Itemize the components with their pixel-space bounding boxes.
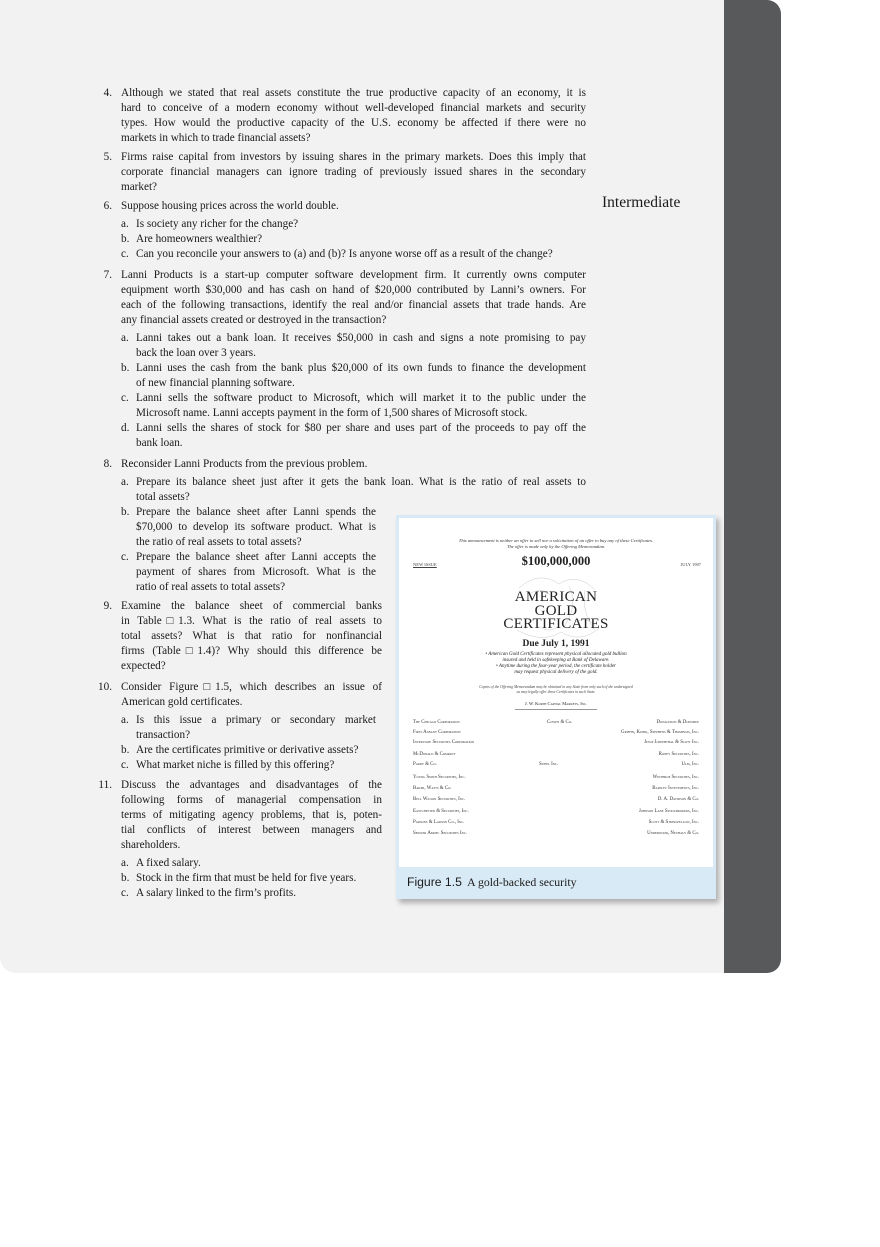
underwriter-name: Griffin, Kubik, Stephens & Thompson, Inc.: [621, 730, 699, 735]
underwriter-name: Winthrop Securities, Inc.: [652, 775, 699, 780]
problem-text-line: markets in which to trade financial assets?: [121, 132, 311, 144]
problem-text-line: tial conflicts of interest between managers and: [121, 824, 382, 836]
problem-part-text: [136, 247, 586, 262]
problem-number: 4.: [103, 87, 112, 99]
problem-part-line: Are the certificates primitive or derivative assets?: [136, 744, 359, 756]
problem-text-line: American gold certificates.: [121, 696, 243, 708]
problem-text: [121, 268, 586, 328]
underwriter-name: Jesup Josephthal & Scott Inc.: [644, 740, 699, 745]
problem-part-line: Prepare the balance sheet after Lanni spends the: [136, 506, 376, 518]
problem-part-line: Lanni sells the software product to Microsoft, which will market it to the public under the: [136, 392, 586, 404]
problem-text-line: Firms raise capital from investors by issuing shares in the primary markets. Does this imply that: [121, 151, 586, 163]
cert-offer-line: Copies of the Offering Memorandum may be obtained in any State from only such of the undersigned: [479, 685, 633, 689]
problem-text-line: equipment worth $30,000 and has cash on hand of $20,000 contributed by Lanni’s owners. For: [121, 284, 586, 296]
underwriter-name: Roney Securities, Inc.: [658, 752, 699, 757]
problem-text-line: market?: [121, 181, 158, 193]
problem-part-line: A fixed salary.: [136, 857, 201, 869]
cert-header-2: The offer is made only by the Offering Memorandum.: [506, 544, 606, 549]
problem-part-line: transaction?: [136, 729, 191, 741]
problem-part-line: Lanni sells the shares of stock for $80 per share and uses part of the proceeds to pay off the: [136, 422, 586, 434]
problem-part-line: ratio of real assets to total assets?: [136, 581, 286, 593]
underwriter-name: Bell Wilson Securities, Inc.: [413, 797, 466, 802]
chapter-side-tab: [724, 0, 781, 973]
problem-text-line: each of the following transactions, identify the real and/or financial assets that trade hands. Are: [121, 299, 586, 311]
underwriter-name: McDonald & Company: [413, 752, 456, 757]
problem-text: [121, 599, 382, 674]
cert-desc-line: insured and held in safekeeping at Bank of Delaware.: [502, 658, 610, 663]
problem-part-label: c.: [121, 248, 129, 260]
problem-text-line: any financial assets created or destroyed in the transaction?: [121, 314, 387, 326]
cert-desc-line: • Anytime during the four-year period, the certificate holder: [495, 664, 616, 669]
cert-header-1: This announcement is neither an offer to sell nor a solicitation of an offer to buy any of these Certificates.: [458, 538, 654, 543]
problem-number: 9.: [103, 600, 112, 612]
problem-text-line: Examine the balance sheet of commercial banks: [121, 600, 382, 612]
problem-number: 5.: [103, 151, 112, 163]
underwriter-name: Eastchester & Securities, Inc.: [413, 809, 469, 814]
problem-text: [121, 150, 586, 195]
problem-part-label: b.: [121, 744, 130, 756]
underwriter-name: The Chicago Corporation: [413, 720, 460, 725]
problem-part-line: Is this issue a primary or secondary market: [136, 714, 376, 726]
cert-due-date: Due July 1, 1991: [522, 639, 590, 649]
cert-divider: [515, 709, 597, 710]
underwriter-name: Interstate Securities Corporation: [413, 740, 474, 745]
cert-amount: $100,000,000: [521, 554, 591, 568]
cert-title-line-3: CERTIFICATES: [503, 616, 609, 632]
problem-part-label: c.: [121, 759, 129, 771]
difficulty-label: Intermediate: [602, 194, 681, 211]
problem-part-label: b.: [121, 362, 130, 374]
problem-part-label: c.: [121, 551, 129, 563]
cert-title-line-2: GOLD: [534, 602, 578, 619]
cert-offer-line: as may legally offer these Certificates in such State.: [516, 689, 596, 694]
problem-part-label: b.: [121, 872, 130, 884]
problem-part-text: [136, 505, 376, 550]
underwriter-name: Parry & Co.: [413, 762, 437, 767]
problem-part-label: a.: [121, 476, 129, 488]
problem-text-line: Although we stated that real assets constitute the true productive capacity of an economy, it is: [121, 87, 586, 99]
cert-title-line-1: AMERICAN: [514, 589, 598, 605]
underwriter-name: Parsons & Larson Co., Inc.: [413, 820, 465, 825]
figure-image: [399, 518, 713, 867]
problem-part-label: c.: [121, 887, 129, 899]
underwriter-name: Stifel Inc.: [539, 762, 559, 767]
problem-part-line: Lanni uses the cash from the bank plus $20,000 of its own funds to finance the development: [136, 362, 586, 374]
problem-part-text: [136, 421, 586, 451]
problem-text-line: Consider Figure□1.5, which describes an issue of: [121, 681, 382, 693]
problem-text-line: expected?: [121, 660, 166, 672]
problem-part-line: Can you reconcile your answers to (a) and (b)? Is anyone worse off as a result of the change?: [136, 248, 553, 260]
problem-part-line: total assets?: [136, 491, 190, 503]
problem-part-line: Microsoft name. Lanni accepts payment in the form of 1,500 shares of Microsoft stock.: [136, 407, 528, 419]
cert-title: [399, 591, 713, 632]
problem-number: 7.: [103, 269, 112, 281]
underwriter-name: Scott & Stringfellow, Inc.: [648, 820, 699, 825]
problem-part-label: a.: [121, 714, 129, 726]
problem-part-label: a.: [121, 218, 129, 230]
underwriter-name: D. A. Davidson & Co.: [657, 797, 699, 802]
problem-text-line: total assets? What is that ratio for nonfinancial: [121, 630, 382, 642]
problem-part-text: [136, 361, 586, 391]
problem-text: [121, 86, 586, 146]
problem-part-text: [136, 743, 376, 758]
underwriter-name: Baker, Watts & Co.: [413, 786, 452, 791]
figure-title: A gold-backed security: [467, 875, 577, 889]
problem-number: 11.: [98, 779, 112, 791]
underwriter-name: Young Smith Securities, Inc.: [413, 775, 466, 780]
figure-label: Figure 1.5: [407, 875, 462, 889]
underwriter-name: Cowen & Co.: [547, 720, 573, 725]
underwriter-name: Donaldson & Donohue: [656, 720, 699, 725]
underwriter-name: Seidler Amdec Securities Inc.: [413, 831, 468, 836]
problem-text-line: terms of mitigating agency problems, that is, poten-: [121, 809, 382, 821]
cert-date-code: JULY 1987: [680, 562, 701, 567]
problem-part-line: Prepare the balance sheet after Lanni accepts the: [136, 551, 376, 563]
problem-number: 6.: [103, 200, 112, 212]
problem-text-line: Suppose housing prices across the world double.: [121, 200, 339, 212]
problem-part-label: a.: [121, 857, 129, 869]
problem-text-line: firms (Table□1.4)? Why should this difference be: [121, 645, 382, 657]
problem-part-line: Are homeowners wealthier?: [136, 233, 263, 245]
underwriter-name: Bartlet Investments, Inc.: [652, 786, 699, 791]
problem-part-text: [136, 758, 376, 773]
problem-text: [121, 778, 382, 853]
problem-part-text: [136, 475, 586, 505]
problem-part-line: What market niche is filled by this offering?: [136, 759, 335, 771]
problem-text-line: Reconsider Lanni Products from the previous problem.: [121, 458, 368, 470]
cert-lead-manager: J. W. Korth Capital Markets, Inc.: [524, 701, 588, 706]
problem-part-line: Prepare its balance sheet just after it gets the bank loan. What is the ratio of real assets to: [136, 476, 586, 488]
underwriter-name: Underwood, Neuhaus & Co.: [647, 831, 699, 836]
problem-text-line: shareholders.: [121, 839, 181, 851]
cert-desc-line: • American Gold Certificates represent physical allocated gold bullion: [485, 652, 627, 657]
cert-issue-code: NEW ISSUE: [413, 562, 437, 567]
problem-part-line: $70,000 to develop its software product. What is: [136, 521, 376, 533]
problem-number: 10.: [98, 681, 112, 693]
problem-text: [121, 680, 382, 710]
problem-text-line: types. How would the productive capacity of the U.S. economy be affected if there were no: [121, 117, 586, 129]
problem-part-line: payment of shares from Microsoft. What is the: [136, 566, 376, 578]
problem-part-line: Stock in the firm that must be held for five years.: [136, 872, 357, 884]
problem-text-line: corporate financial managers can ignore trading of previously issued shares in the secondary: [121, 166, 586, 178]
problem-part-label: a.: [121, 332, 129, 344]
problem-part-line: of new financial planning software.: [136, 377, 295, 389]
figure-caption: [407, 875, 577, 890]
problem-text: [121, 199, 586, 214]
problem-part-text: [136, 391, 586, 421]
underwriter-name: Ulm, Inc.: [681, 762, 699, 767]
problem-text-line: hard to conceive of a modern economy without well-developed financial markets and security: [121, 102, 586, 114]
underwriter-name: First Albany Corporation: [413, 730, 461, 735]
problem-part-line: back the loan over 3 years.: [136, 347, 256, 359]
problem-part-label: c.: [121, 392, 129, 404]
problem-text: [121, 457, 586, 472]
problem-part-line: A salary linked to the firm’s profits.: [136, 887, 297, 899]
problem-part-text: [136, 331, 586, 361]
problem-part-line: bank loan.: [136, 437, 183, 449]
problem-part-label: b.: [121, 506, 130, 518]
problem-text-line: Lanni Products is a start-up computer software development firm. It currently owns computer: [121, 269, 586, 281]
problem-part-text: [136, 217, 586, 232]
problem-part-line: Lanni takes out a bank loan. It receives $50,000 in cash and signs a note promising to pay: [136, 332, 586, 344]
cert-desc-line: may request physical delivery of the gold.: [514, 670, 598, 675]
cert-offer-note: [439, 685, 673, 694]
cert-description: [439, 652, 673, 676]
problem-text-line: Discuss the advantages and disadvantages of the: [121, 779, 382, 791]
gold-certificate-tombstone: [399, 518, 713, 867]
problem-part-text: [136, 550, 376, 595]
problem-part-label: b.: [121, 233, 130, 245]
problem-part-text: [136, 232, 586, 247]
problem-part-line: the ratio of real assets to total assets?: [136, 536, 302, 548]
problem-text-line: following forms of managerial compensation in: [121, 794, 382, 806]
problem-part-label: d.: [121, 422, 130, 434]
figure-1-5: [396, 515, 716, 899]
problem-text-line: in Table□1.3. What is the ratio of real assets to: [121, 615, 382, 627]
problem-number: 8.: [103, 458, 112, 470]
problem-part-text: [136, 713, 376, 743]
underwriter-name: Johnson Lane Stockbrokers, Inc.: [638, 809, 699, 814]
problem-part-line: Is society any richer for the change?: [136, 218, 299, 230]
